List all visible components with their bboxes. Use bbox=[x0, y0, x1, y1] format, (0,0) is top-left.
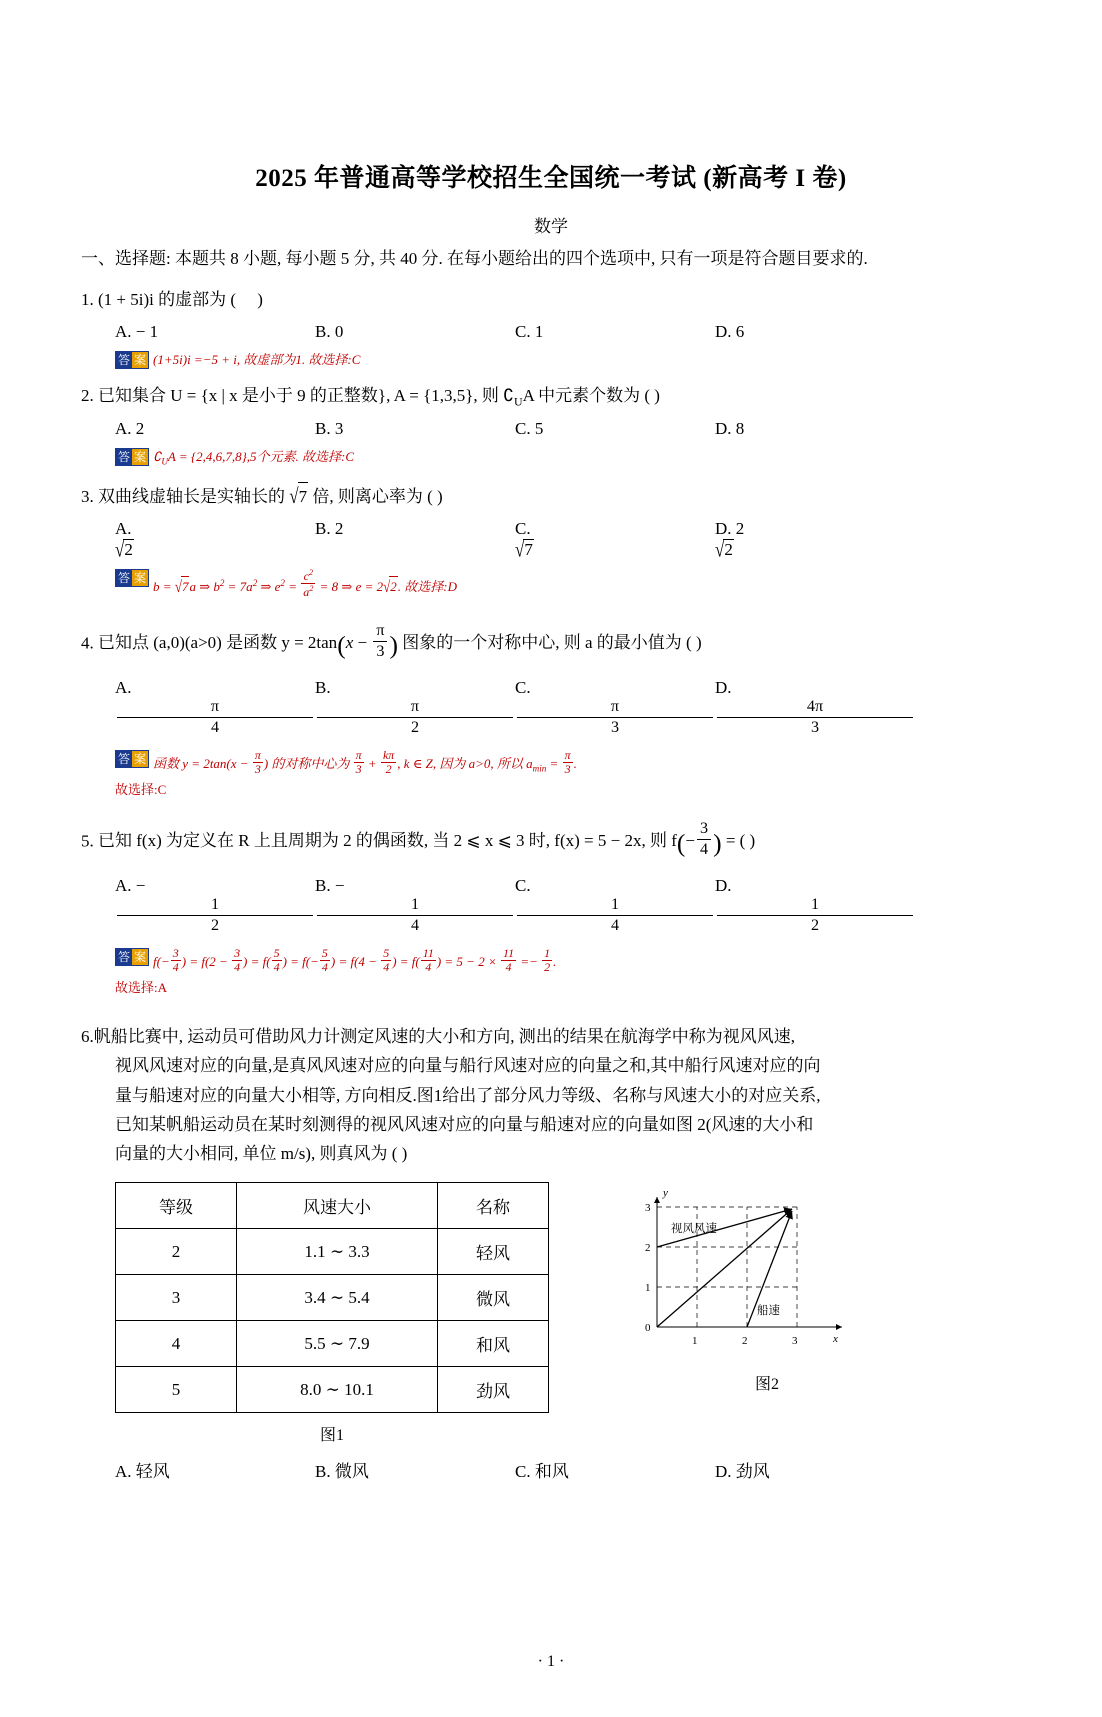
option-d[interactable]: D. 劲风 bbox=[715, 1462, 770, 1482]
question-6-line-3: 量与船速对应的向量大小相等, 方向相反.图1给出了部分风力等级、名称与风速大小的对应关系, bbox=[115, 1085, 821, 1105]
question-5-answer-line2: 故选择:A bbox=[115, 980, 168, 996]
question-2-answer bbox=[81, 447, 1021, 469]
option-a[interactable]: A. √2 bbox=[115, 519, 136, 562]
option-b[interactable]: B. π 2 bbox=[315, 678, 515, 737]
answer-badge: 答 案 bbox=[115, 948, 149, 966]
option-d[interactable]: D. 2 √2 bbox=[715, 519, 745, 562]
figure-2 bbox=[637, 1182, 897, 1394]
wind-table bbox=[115, 1182, 549, 1413]
option-d[interactable]: D. 4π 3 bbox=[715, 678, 915, 737]
question-2-stem: 已知集合 U = {x | x 是小于 9 的正整数}, A = {1,3,5}, 则 $∁_UA$ 中元素个数为 ( ) bbox=[98, 386, 660, 409]
question-6-line-4: 已知某帆船运动员在某时刻测得的视风风速对应的向量与船速对应的向量如图 2(风速的大小和 bbox=[115, 1114, 814, 1134]
question-3-answer bbox=[81, 568, 1021, 600]
figure-2-caption: 图2 bbox=[754, 1376, 779, 1394]
svg-text:3: 3 bbox=[792, 1335, 798, 1348]
option-a[interactable]: A. − 1 2 bbox=[115, 876, 315, 935]
question-2-number: 2. bbox=[81, 386, 94, 406]
question-6-figures bbox=[81, 1182, 1021, 1445]
option-a[interactable]: A. 轻风 bbox=[115, 1462, 170, 1482]
answer-text: (1+5i)i =−5 + i, 故虚部为1. 故选择:C bbox=[153, 351, 361, 367]
option-b[interactable]: B. 2 bbox=[315, 519, 344, 539]
svg-text:2: 2 bbox=[645, 1242, 651, 1255]
svg-text:3: 3 bbox=[645, 1202, 651, 1215]
answer-badge: 答 案 bbox=[115, 750, 149, 768]
cell-name: 轻风 bbox=[438, 1229, 549, 1275]
option-c[interactable]: C. π 3 bbox=[515, 678, 715, 737]
question-6-options bbox=[81, 1457, 1021, 1482]
table-row bbox=[116, 1275, 549, 1321]
page-title: 2025 年普通高等学校招生全国统一考试 (新高考 I 卷) bbox=[255, 165, 847, 192]
question-3 bbox=[81, 482, 1021, 512]
question-6-line-1: 6.帆船比赛中, 运动员可借助风力计测定风速的大小和方向, 测出的结果在航海学中称为视风风速, bbox=[81, 1027, 795, 1047]
question-1-number: 1. bbox=[81, 290, 94, 310]
svg-text:1: 1 bbox=[692, 1335, 698, 1348]
cell-speed: 8.0 ∼ 10.1 bbox=[237, 1367, 438, 1413]
cell-level: 5 bbox=[116, 1367, 237, 1413]
question-4 bbox=[81, 622, 1021, 667]
question-5-options bbox=[81, 876, 1021, 935]
question-4-options bbox=[81, 678, 1021, 737]
question-5-stem: 已知 f(x) 为定义在 R 上且周期为 2 的偶函数, 当 2 ⩽ x ⩽ 3 时, f(x) = 5 − 2x, 则 f(− $\frac{3}{4}$ ) = ( ) bbox=[98, 820, 756, 859]
question-3-number: 3. bbox=[81, 487, 94, 507]
question-2 bbox=[81, 382, 1021, 412]
option-c[interactable]: C. 5 bbox=[515, 419, 544, 439]
answer-text: $∁_UA = \{2,4,6,7,8\},5$个元素. 故选择:C bbox=[153, 449, 355, 467]
svg-text:视风风速: 视风风速 bbox=[671, 1223, 717, 1236]
option-c[interactable]: C. 1 4 bbox=[515, 876, 715, 935]
answer-text: b = √7a ⇒ $b^2 = 7a^2$ ⇒ $e^2$ = $\frac{c^2}{a^2}$ = 8 ⇒ e = 2√2. 故选择:D bbox=[153, 568, 457, 600]
question-6 bbox=[81, 1022, 1021, 1168]
header-speed: 风速大小 bbox=[237, 1183, 438, 1229]
question-3-options bbox=[81, 519, 1021, 560]
option-b[interactable]: B. − 1 4 bbox=[315, 876, 515, 935]
header-name: 名称 bbox=[438, 1183, 549, 1229]
question-5-number: 5. bbox=[81, 831, 94, 851]
question-1-answer bbox=[81, 350, 1021, 370]
question-5 bbox=[81, 820, 1021, 865]
option-b[interactable]: B. 微风 bbox=[315, 1462, 369, 1482]
table-row bbox=[116, 1229, 549, 1275]
option-a[interactable]: A. − 1 bbox=[115, 321, 159, 341]
figure-1-caption: 图1 bbox=[319, 1427, 344, 1445]
page-content bbox=[81, 245, 1021, 1482]
option-c[interactable]: C. √7 bbox=[515, 519, 535, 562]
svg-text:船速: 船速 bbox=[757, 1305, 780, 1318]
svg-text:1: 1 bbox=[645, 1282, 651, 1295]
answer-badge: 答 案 bbox=[115, 448, 149, 466]
table-row bbox=[116, 1321, 549, 1367]
question-1 bbox=[81, 286, 1021, 315]
sqrt-7: √7 bbox=[289, 482, 308, 512]
question-5-answer bbox=[81, 947, 1021, 975]
option-a[interactable]: A. π 4 bbox=[115, 678, 315, 737]
cell-speed: 1.1 ∼ 3.3 bbox=[237, 1229, 438, 1275]
option-d[interactable]: D. 1 2 bbox=[715, 876, 915, 935]
cell-name: 微风 bbox=[438, 1275, 549, 1321]
answer-text: 函数 y = 2tan(x − $\frac{\pi}{3}$ ) 的对称中心为 $\frac{\pi}{3}$ + $\frac{k\pi}{2}$ , k ∈ Z, 因为 a>0, 所以 $a_{min}$ = $\frac{\pi}{3}$ . bbox=[153, 748, 577, 777]
question-6-line-2: 视风风速对应的向量,是真风风速对应的向量与船行风速对应的向量之和,其中船行风速对应的向 bbox=[115, 1056, 821, 1076]
svg-text:x: x bbox=[833, 1333, 838, 1346]
table-header-row bbox=[116, 1183, 549, 1229]
question-1-stem: (1 + 5i)i 的虚部为 ( ) bbox=[98, 290, 263, 310]
option-d[interactable]: D. 6 bbox=[715, 321, 745, 341]
cell-level: 2 bbox=[116, 1229, 237, 1275]
option-c[interactable]: C. 和风 bbox=[515, 1462, 569, 1482]
option-a[interactable]: A. 2 bbox=[115, 419, 145, 439]
subject-label: 数学 bbox=[534, 217, 568, 236]
cell-level: 4 bbox=[116, 1321, 237, 1367]
cell-level: 3 bbox=[116, 1275, 237, 1321]
question-4-answer-line2: 故选择:C bbox=[115, 782, 167, 798]
figure-1 bbox=[115, 1182, 549, 1445]
table-row bbox=[116, 1367, 549, 1413]
vector-diagram bbox=[637, 1182, 867, 1357]
question-4-stem: 已知点 (a,0)(a>0) 是函数 y = 2tan(x − $\frac{\pi}{3}$ ) 图象的一个对称中心, 则 a 的最小值为 ( ) bbox=[98, 622, 702, 660]
svg-text:y: y bbox=[663, 1187, 668, 1200]
question-1-options bbox=[81, 322, 1021, 342]
answer-text: f(− $\frac{3}{4}$ ) = f(2 − $\frac{3}{4}$ ) = f( $\frac{5}{4}$ ) = f(− $\frac{5}{4}$ ) = f(4 − $\frac{5}{4}$ ) = f( $\frac{11}{4}$ ) = 5 − 2 × $\frac{11}{4}$ =− $\frac{1}{2}$ . bbox=[153, 946, 557, 975]
question-4-number: 4. bbox=[81, 633, 94, 653]
option-d[interactable]: D. 8 bbox=[715, 419, 745, 439]
question-3-stem: 双曲线虚轴长是实轴长的 √7 倍, 则离心率为 ( ) bbox=[98, 487, 443, 506]
section-intro: 一、选择题: 本题共 8 小题, 每小题 5 分, 共 40 分. 在每小题给出的四个选项中, 只有一项是符合题目要求的. bbox=[81, 249, 868, 268]
svg-text:0: 0 bbox=[645, 1322, 651, 1335]
cell-name: 劲风 bbox=[438, 1367, 549, 1413]
question-6-line-5: 向量的大小相同, 单位 m/s), 则真风为 ( ) bbox=[115, 1144, 408, 1164]
option-b[interactable]: B. 3 bbox=[315, 419, 344, 439]
svg-text:2: 2 bbox=[742, 1335, 748, 1348]
cell-name: 和风 bbox=[438, 1321, 549, 1367]
header-level: 等级 bbox=[116, 1183, 237, 1229]
option-c[interactable]: C. 1 bbox=[515, 321, 544, 341]
option-b[interactable]: B. 0 bbox=[315, 321, 344, 341]
question-2-options bbox=[81, 419, 1021, 439]
exam-page bbox=[0, 158, 1102, 1717]
answer-badge: 答 案 bbox=[115, 569, 149, 587]
answer-badge: 答 案 bbox=[115, 351, 149, 369]
cell-speed: 3.4 ∼ 5.4 bbox=[237, 1275, 438, 1321]
page-number: · 1 · bbox=[537, 1653, 565, 1670]
cell-speed: 5.5 ∼ 7.9 bbox=[237, 1321, 438, 1367]
question-4-answer bbox=[81, 749, 1021, 777]
